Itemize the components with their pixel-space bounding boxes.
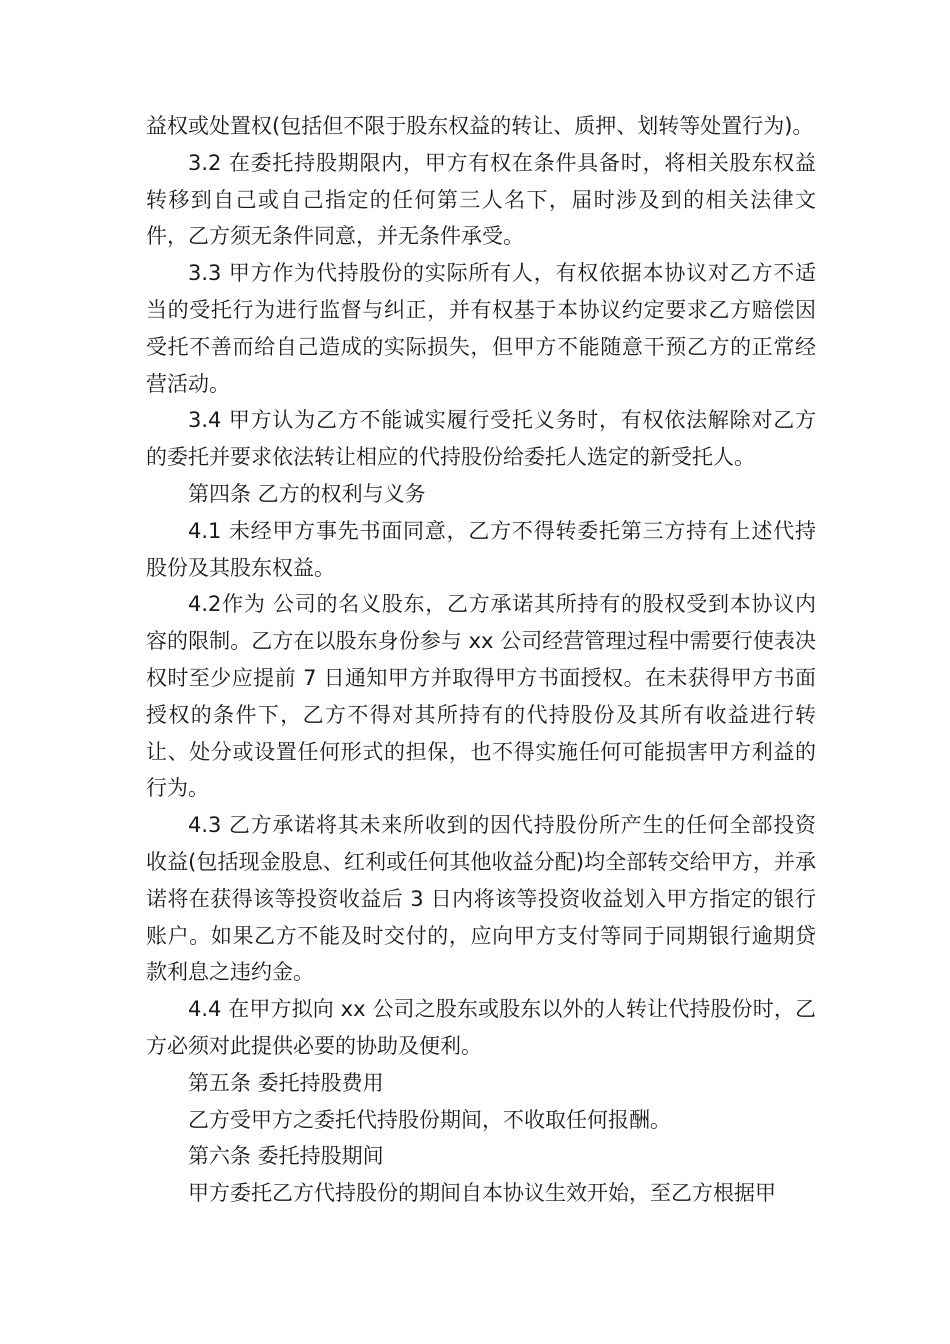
clause-4-3: 4.3 乙方承诺将其未来所收到的因代持股份所产生的任何全部投资收益(包括现金股息、红利或任何其他收益分配)均全部转交给甲方，并承诺将在获得该等投资收益后 3 日内将该等投资收益划入甲方指定的银行账户。如果乙方不能及时交付的，应向甲方支付等同于同期银行逾期贷款利息之违约金。 — [146, 813, 816, 985]
article-4-heading: 第四条 乙方的权利与义务 — [188, 481, 426, 506]
article-6-heading: 第六条 委托持股期间 — [188, 1144, 384, 1169]
clause-4-2: 4.2作为 公司的名义股东，乙方承诺其所持有的股权受到本协议内容的限制。乙方在以股东身份参与 xx 公司经营管理过程中需要行使表决权时至少应提前 7 日通知甲方并取得甲方书面授权。在未获得甲方书面授权的条件下，乙方不得对其所持有的代持股份及其所有收益进行转让、处分或设置任何形式的担保，也不得实施任何可能损害甲方利益的行为。 — [146, 592, 816, 801]
paragraph-continuation: 益权或处置权(包括但不限于股东权益的转让、质押、划转等处置行为)。 — [146, 114, 814, 138]
clause-4-1: 4.1 未经甲方事先书面同意，乙方不得转委托第三方持有上述代持股份及其股东权益。 — [146, 518, 816, 580]
clause-3-3: 3.3 甲方作为代持股份的实际所有人，有权依据本协议对乙方不适当的受托行为进行监督与纠正，并有权基于本协议约定要求乙方赔偿因受托不善而给自己造成的实际损失，但甲方不能随意干预乙方的正常经营活动。 — [146, 261, 816, 396]
clause-3-4: 3.4 甲方认为乙方不能诚实履行受托义务时，有权依法解除对乙方的委托并要求依法转让相应的代持股份给委托人选定的新受托人。 — [146, 408, 816, 470]
article-6-body: 甲方委托乙方代持股份的期间自本协议生效开始，至乙方根据甲 — [188, 1181, 776, 1206]
clause-3-2: 3.2 在委托持股期限内，甲方有权在条件具备时，将相关股东权益转移到自己或自己指定的任何第三人名下，届时涉及到的相关法律文件，乙方须无条件同意，并无条件承受。 — [146, 150, 816, 249]
clause-4-4: 4.4 在甲方拟向 xx 公司之股东或股东以外的人转让代持股份时，乙方必须对此提供必要的协助及便利。 — [146, 997, 816, 1058]
document-body — [146, 108, 816, 1212]
article-5-body: 乙方受甲方之委托代持股份期间，不收取任何报酬。 — [188, 1107, 671, 1132]
article-5-heading: 第五条 委托持股费用 — [188, 1070, 384, 1095]
